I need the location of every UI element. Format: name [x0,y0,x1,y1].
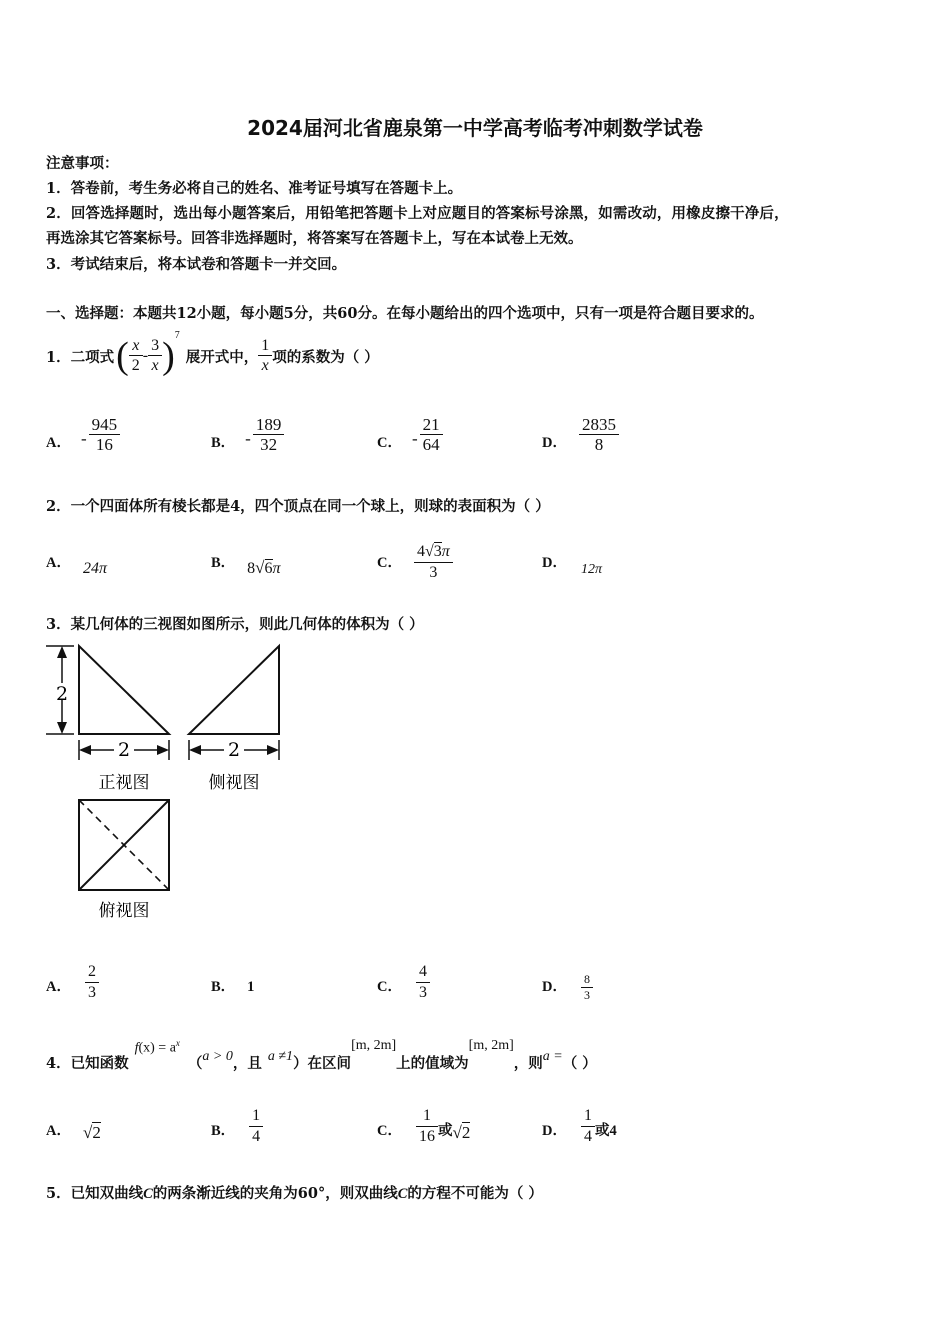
notes-heading: 注意事项： [46,155,119,172]
q3-option-b[interactable]: B． 1 [211,979,255,995]
note-1: 1．答卷前，考生务必将自己的姓名、准考证号填写在答题卡上。 [46,180,463,197]
caption-top-view: 俯视图 [98,901,150,921]
q1-prefix: 1．二项式 [46,348,115,366]
question-5: 5．已知双曲线C的两条渐近线的夹角为60°，则双曲线C的方程不可能为（ ） [46,1185,543,1202]
q3-option-c[interactable]: C． $\frac{4}{3}$ [377,952,430,1002]
q1-option-a[interactable]: A． - $\frac{945}{16}$ [46,410,120,460]
caption-front-view: 正视图 [98,773,150,793]
q1-option-b[interactable]: B． - $\frac{189}{32}$ [211,410,284,460]
question-2: 2．一个四面体所有棱长都是4，四个顶点在同一个球上，则球的表面积为（ ） [46,498,550,515]
q1-frac-3x: $\frac{3}{x}$ [148,337,162,376]
q1-frac-x2: $\frac{x}{2}$ [129,337,143,376]
q4-option-c[interactable]: C． $\frac{1}{16}$ 或 √2 [377,1107,471,1145]
paren-right: ) [162,335,175,377]
q2-option-a[interactable]: A． 24π [46,555,107,577]
q4-interval-1: [m, 2m] [351,1038,397,1053]
three-view-diagram [40,638,300,928]
caption-side-view: 侧视图 [208,773,260,793]
question-1 [46,328,379,384]
side-view-triangle [189,646,279,734]
page-title: 2024届河北省鹿泉第一中学高考临考冲刺数学试卷 [247,116,703,140]
q1-option-d[interactable]: D． $\frac{2835}{8}$ [542,410,619,460]
q1-mid: 展开式中， [185,348,259,366]
note-3: 3．考试结束后，将本试卷和答题卡一并交回。 [46,256,347,273]
dim-side-width: 2 [227,739,241,761]
question-4: 4．已知函数 $f(x) = a^x$ （ a > 0 ，且 a ≠1 ）在区间 [m, 2m] 上的值域为 [m, 2m] ，则 a = （ ） [46,1038,597,1072]
q4-option-b[interactable]: B． $\frac{1}{4}$ [211,1096,263,1146]
q4-option-a[interactable]: A． √2 [46,1123,101,1142]
section-heading: 一、选择题：本题共12小题，每小题5分，共60分。在每小题给出的四个选项中，只有一项是符合题目要求的。 [46,305,764,322]
q3-option-d[interactable]: D． $\frac{8}{3}$ [542,952,593,1002]
note-2b: 再选涂其它答案标号。回答非选择题时，将答案写在答题卡上，写在本试卷上无效。 [46,230,583,247]
dim-front-width: 2 [117,739,131,761]
q4-option-d[interactable]: D． $\frac{1}{4}$ 或 4 [542,1107,617,1145]
note-2a: 2．回答选择题时，选出每小题答案后，用铅笔把答题卡上对应题目的答案标号涂黑，如需改动，用橡皮擦干净后， [46,205,789,222]
front-view-triangle [79,646,169,734]
q1-exponent: 7 [174,330,180,341]
q1-frac-1x: $\frac{1}{x}$ [258,337,272,376]
dim-height: 2 [55,683,69,705]
paren-left: ( [116,335,129,377]
q2-option-d[interactable]: D． 12π [542,555,602,577]
q1-option-c[interactable]: C． - $\frac{21}{64}$ [377,410,443,460]
q4-interval-2: [m, 2m] [468,1038,514,1053]
q2-option-b[interactable]: B． 8√6π [211,555,281,577]
q1-minus: - [142,347,149,364]
q3-option-a[interactable]: A． $\frac{2}{3}$ [46,952,99,1002]
q2-option-c[interactable]: C． $\frac{4√3\pi}{3}$ [377,530,453,582]
question-3: 3．某几何体的三视图如图所示，则此几何体的体积为（ ） [46,616,424,633]
q1-suffix: 项的系数为（ ） [272,348,379,366]
